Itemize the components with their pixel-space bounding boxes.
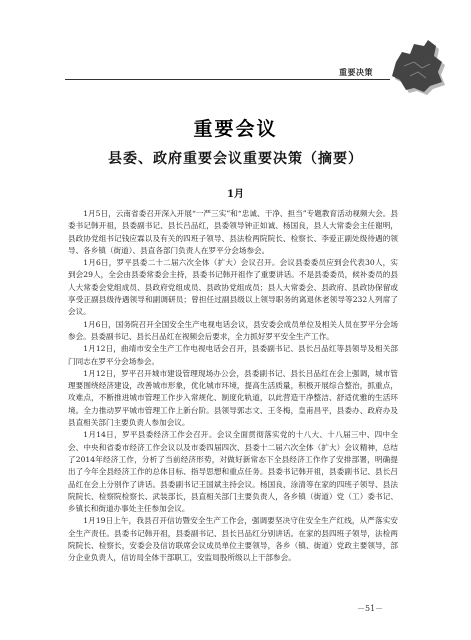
paragraph: 1月6日，国务院召开全国安全生产电视电话会议，县安委会成员单位及相关人员在罗平分会场参会。县委副书记、县长吕品红在视频会后要求，全力抓好罗平安全生产工作。 [68, 319, 398, 341]
page-subtitle: 县委、政府重要会议重要决策（摘要） [108, 151, 363, 167]
page-title: 重要会议 [193, 118, 278, 140]
paragraph: 1月12日，曲靖市安全生产工作电视电话会召开，县委副书记、县长吕品红等县领导及相关部门同志在罗平分会场参会。 [68, 344, 398, 366]
article-body [68, 208, 398, 565]
page-number: －51－ [357, 604, 384, 613]
section-tag: 重要决策 [339, 68, 373, 77]
paragraph: 1月19日上午，我县召开信访暨安全生产工作会，强调要坚决守住安全生产红线，从严落实安全生产责任。县委书记韩开祖，县委副书记、县长吕品红分别讲话。在家的县四班子领导，法检两院院长、检察长，安委会及信访联席会议成员单位主要领导，各乡（镇、街道）党政主要领导，部分企业负责人，信访局全体干部职工，安监局股所级以上干部参会。 [68, 516, 398, 563]
paragraph: 1月5日，云南省委召开深入开展“一严三实”和“忠诚、干净、担当”专题教育活动视频大会。县委书记韩开祖，县委副书记、县长吕品红，县委领导钟正如诚、杨国良，县人大常委会主任谢明，县政协党组书记钱应霖以及有关的四班子领导、县法检两院院长、检察长、李爱正副处级待遇的领导、各乡镇（街道）、县直各部门负责人在罗平分会场参会。 [68, 209, 398, 255]
county-map-icon [384, 32, 450, 98]
paragraph: 1月6日，罗平县委二十二届六次全体（扩大）会议召开。会议县委委员应到会代表30人，实到会29人，全会由县委常委会主持，县委书记韩开祖作了重要讲话。不是县委委员，候补委员的县人大常委会党组成员、县政府党组成员、县政协党组成员；县人大常委会、县政府、县政协保留或享受正副县级待遇领导和副调研员；曾担任过副县级以上领导职务的离退休老领导等232人列席了会议。 [68, 258, 398, 317]
header-divider [65, 79, 390, 80]
paragraph: 1月12日，罗平召开城市建设管理现场办公会，县委副书记、县长吕品红在会上强调，城市管理要围绕经济建设，改善城市形象，优化城市环境，提高生活质量，积极开展综合整治，抓重点，攻难点，不断推进城市管理工作步入常规化、制度化轨道，以此营造干净整洁、舒适优雅的生活环境。全力推动罗平城市管理工作上新台阶。县领导郭志文、王冬梅，皇甫昌平，县委办、政府办及县直相关部门主要负责人参加会议。 [68, 368, 398, 428]
month-heading: 1月 [227, 189, 244, 200]
paragraph: 1月14日，罗平县委经济工作会召开。会议全面贯彻落实党的十八大、十八届三中、四中全会、中央和省委市经济工作会议以及市委四届四次、县委十二届六次全体（扩大）会议精神，总结了2014年经济工作，分析了当前经济形势，对做好新常态下全县经济工作作了安排部署，明确提出了今年全县经济工作的总体目标、指导思想和重点任务。县委书记韩开祖，县委副书记、县长吕品红在会上分别作了讲话。县委副书记王国斌主持会议。杨国良、涂清等在家的四班子领导、县法院院长、检察院检察长、武装部长，县直相关部门主要负责人，各乡镇（街道）党（工）委书记、乡镇长和街道办事处主任参加会议。 [68, 430, 398, 514]
